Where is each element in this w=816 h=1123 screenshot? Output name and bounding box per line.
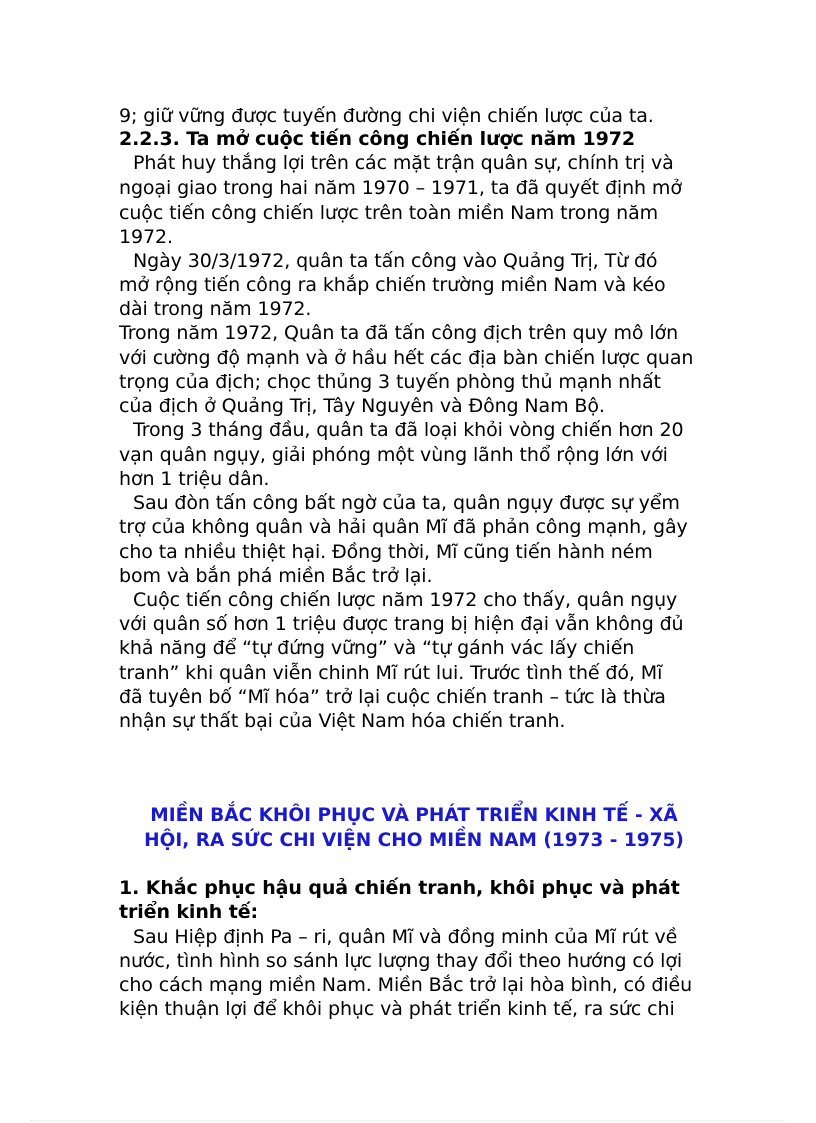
text-line: cuộc tiến công chiến lược trên toàn miền Nam trong năm: [119, 202, 659, 224]
text-line: Ngày 30/3/1972, quân ta tấn công vào Quảng Trị, Từ đó: [133, 250, 658, 272]
chapter-heading-line-2: HỘI, RA SỨC CHI VIỆN CHO MIỀN NAM (1973 - 1975): [144, 830, 684, 851]
page-edge-divider: [30, 1120, 786, 1121]
text-line: Phát huy thắng lợi trên các mặt trận quân sự, chính trị và: [133, 152, 674, 174]
subheading-line-1: 1. Khắc phục hậu quả chiến tranh, khôi phục và phát: [119, 877, 680, 899]
text-line: trọng của địch; chọc thủng 3 tuyến phòng thủ mạnh nhất: [119, 371, 661, 393]
text-line: dài trong năm 1972.: [119, 298, 312, 320]
text-line: vạn quân ngụy, giải phóng một vùng lãnh thổ rộng lớn với: [119, 444, 668, 466]
section-title-2-2-3: 2.2.3. Ta mở cuộc tiến công chiến lược năm 1972: [119, 128, 635, 150]
text-line: cho cách mạng miền Nam. Miền Bắc trở lại hòa bình, có điều: [119, 974, 693, 996]
text-line: Cuộc tiến công chiến lược năm 1972 cho thấy, quân ngụy: [133, 589, 678, 611]
text-line: Trong 3 tháng đầu, quân ta đã loại khỏi vòng chiến hơn 20: [133, 419, 684, 441]
text-line: 1972.: [119, 226, 173, 248]
text-line: với cường độ mạnh và ở hầu hết các địa bàn chiến lược quan: [119, 347, 694, 369]
text-line: Trong năm 1972, Quân ta đã tấn công địch trên quy mô lớn: [119, 322, 679, 344]
chapter-heading-line-1: MIỀN BẮC KHÔI PHỤC VÀ PHÁT TRIỂN KINH TẾ - XÃ: [150, 805, 678, 826]
text-line: với quân số hơn 1 triệu được trang bị hiện đại vẫn không đủ: [119, 613, 684, 635]
text-line: trợ của không quân và hải quân Mĩ đã phản công mạnh, gây: [119, 516, 688, 538]
text-line: hơn 1 triệu dân.: [119, 468, 270, 490]
text-line: tranh” khi quân viễn chinh Mĩ rút lui. Trước tình thế đó, Mĩ: [119, 662, 663, 684]
subheading-line-2: triển kinh tế:: [119, 901, 258, 923]
text-line: nhận sự thất bại của Việt Nam hóa chiến tranh.: [119, 710, 566, 732]
text-line: ngoại giao trong hai năm 1970 – 1971, ta đã quyết định mở: [119, 177, 682, 199]
text-line: Sau Hiệp định Pa – ri, quân Mĩ và đồng minh của Mĩ rút về: [133, 926, 678, 948]
text-line: của địch ở Quảng Trị, Tây Nguyên và Đông Nam Bộ.: [119, 395, 605, 417]
text-line: đã tuyên bố “Mĩ hóa” trở lại cuộc chiến tranh – tức là thừa: [119, 686, 666, 708]
text-line: khả năng để “tự đứng vững” và “tự gánh vác lấy chiến: [119, 637, 635, 659]
text-line: Sau đòn tấn công bất ngờ của ta, quân ngụy được sự yểm: [133, 492, 680, 514]
text-line: bom và bắn phá miền Bắc trở lại.: [119, 565, 433, 587]
text-line: mở rộng tiến công ra khắp chiến trường miền Nam và kéo: [119, 274, 666, 296]
text-line: 9; giữ vững được tuyến đường chi viện chiến lược của ta.: [119, 105, 654, 127]
text-line: kiện thuận lợi để khôi phục và phát triển kinh tế, ra sức chi: [119, 998, 675, 1020]
text-line: cho ta nhiều thiệt hại. Đồng thời, Mĩ cũng tiến hành ném: [119, 541, 653, 563]
text-line: nước, tình hình so sánh lực lượng thay đổi theo hướng có lợi: [119, 950, 683, 972]
